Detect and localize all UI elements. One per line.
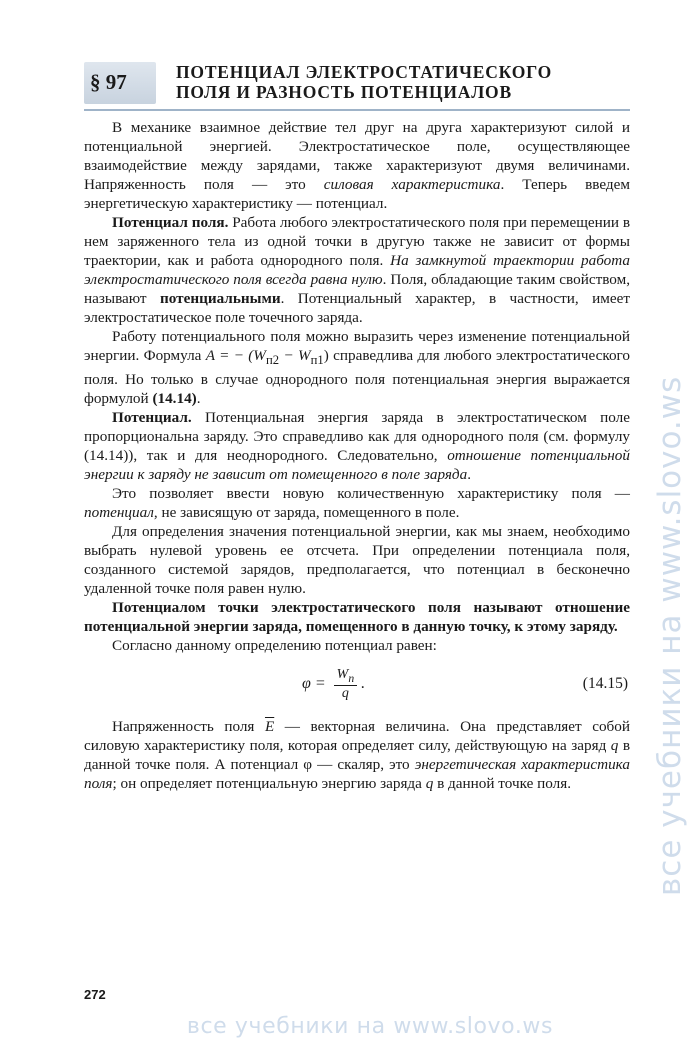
bold-heading: Потенциал. xyxy=(112,409,192,427)
bold-heading: Потенциал поля. xyxy=(112,214,229,231)
text: Потенциальная энергия заряда в электростатическом поле пропорциональна заряду. Это справедливо как для однородного поля (см. формулу (14.14)), так и для неоднородного. Следовательно, xyxy=(84,409,630,465)
italic-text: потенциал xyxy=(84,504,154,522)
italic-text: На замкнутой траектории работа электростатического поля всегда равна нулю xyxy=(84,252,630,288)
text: Напряженность поля xyxy=(112,718,265,736)
text: Это позволяет ввести новую количественную характеристику поля — xyxy=(112,485,630,503)
paragraph-5 xyxy=(84,484,630,522)
header-rule xyxy=(84,109,630,111)
text: . xyxy=(196,390,201,408)
formula-inline: − W xyxy=(279,347,311,364)
formula-denominator: q xyxy=(341,685,349,701)
page-number: 272 xyxy=(84,987,106,1002)
vector-e: $\overline{E}$ xyxy=(264,718,275,736)
section-title xyxy=(176,62,626,102)
section-badge xyxy=(84,62,156,104)
section-title-line2: ПОЛЯ И РАЗНОСТЬ ПОТЕНЦИАЛОВ xyxy=(176,82,512,102)
subscript: п1 xyxy=(310,353,324,368)
text: . Поля, обладающие таким свойством, называют xyxy=(84,271,630,307)
text: в данной точке поля. xyxy=(433,775,571,793)
paragraph-2 xyxy=(84,213,630,327)
formula-expression xyxy=(302,667,365,702)
text: ; он определяет потенциальную энергию заряда xyxy=(112,775,426,793)
text: справедлива для любого электростатического поля. Но только в случае однородного поля потенциальная энергия выражается формулой xyxy=(84,347,630,408)
formula-tail: . xyxy=(361,675,366,693)
text: Согласно данному определению потенциал равен: xyxy=(112,637,437,655)
numerator-symbol: W xyxy=(336,667,349,683)
paragraph-4 xyxy=(84,408,630,484)
text: . Потенциальный характер, в частности, имеет электростатическое поле точечного заряда. xyxy=(84,290,630,326)
paragraph-6 xyxy=(84,522,630,598)
italic-text: отношение потенциальной энергии к заряду не зависит от помещенного в поле заряда xyxy=(84,447,630,484)
symbol-q: q xyxy=(425,775,434,793)
symbol-q: q xyxy=(610,737,619,755)
text: — векторная величина. Она представляет собой силовую характеристику поля, которая определяет силу, действующую на заряд xyxy=(84,718,630,755)
page-body xyxy=(84,118,630,793)
subscript: п2 xyxy=(265,353,280,368)
italic-text: энергетическая характеристика поля xyxy=(84,756,630,793)
numerator-subscript: п xyxy=(348,671,355,685)
text: В механике взаимное действие тел друг на друга характеризуют силой и потенциальной энергией. Электростатическое поле, осуществляющее взаимодействие между зарядами, также характеризуют двумя величинами. Напряженность поля — это xyxy=(84,119,630,193)
text: Работу потенциального поля можно выразить через изменение потенциальной энергии. Формула xyxy=(84,328,630,364)
formula-inline: A = − (W xyxy=(205,347,266,364)
italic-text: силовая характеристика xyxy=(323,176,501,193)
definition-paragraph xyxy=(84,598,630,636)
paragraph-9 xyxy=(84,717,630,793)
watermark-bottom: все учебники на www.slovo.ws xyxy=(186,1014,554,1039)
text: в данной точке поля. А потенциал φ — скаляр, это xyxy=(84,737,630,774)
text: . Теперь введем энергетическую характеристику — потенциал. xyxy=(84,176,631,212)
formula-fraction xyxy=(334,667,358,702)
section-header xyxy=(84,58,630,110)
paragraph-8 xyxy=(84,636,630,655)
definition-text: Потенциалом точки электростатического поля называют отношение потенциальной энергии заряда, помещенного в данную точку, к этому заряду. xyxy=(84,599,630,636)
paragraph-1 xyxy=(84,118,630,213)
formula-inline: ) xyxy=(323,347,329,364)
bold-ref: (14.14) xyxy=(152,390,197,408)
text: . xyxy=(467,466,471,484)
section-number: § 97 xyxy=(90,70,127,94)
formula-lhs: φ = xyxy=(302,675,326,693)
section-title-line1: ПОТЕНЦИАЛ ЭЛЕКТРОСТАТИЧЕСКОГО xyxy=(176,62,553,82)
bold-term: потенциальными xyxy=(159,290,281,307)
formula-14-15 xyxy=(84,661,630,707)
text: , не зависящую от заряда, помещенного в поле. xyxy=(153,504,460,522)
text: Работа любого электростатического поля при перемещении в нем заряженного тела из одной точки в другую также не зависит от формы траектории, как и работа однородного поля. xyxy=(84,214,630,269)
formula-numerator xyxy=(334,667,358,686)
text: Для определения значения потенциальной энергии, как мы знаем, необходимо выбрать нулевой уровень ее отсчета. При определении потенциала поля, созданного системой зарядов, предполагается, что потенциал в бесконечно удаленной точке поля равен нулю. xyxy=(84,523,630,598)
paragraph-3 xyxy=(84,327,630,408)
formula-number: (14.15) xyxy=(582,675,628,693)
watermark-side: все учебники на www.slovo.ws xyxy=(652,375,688,896)
